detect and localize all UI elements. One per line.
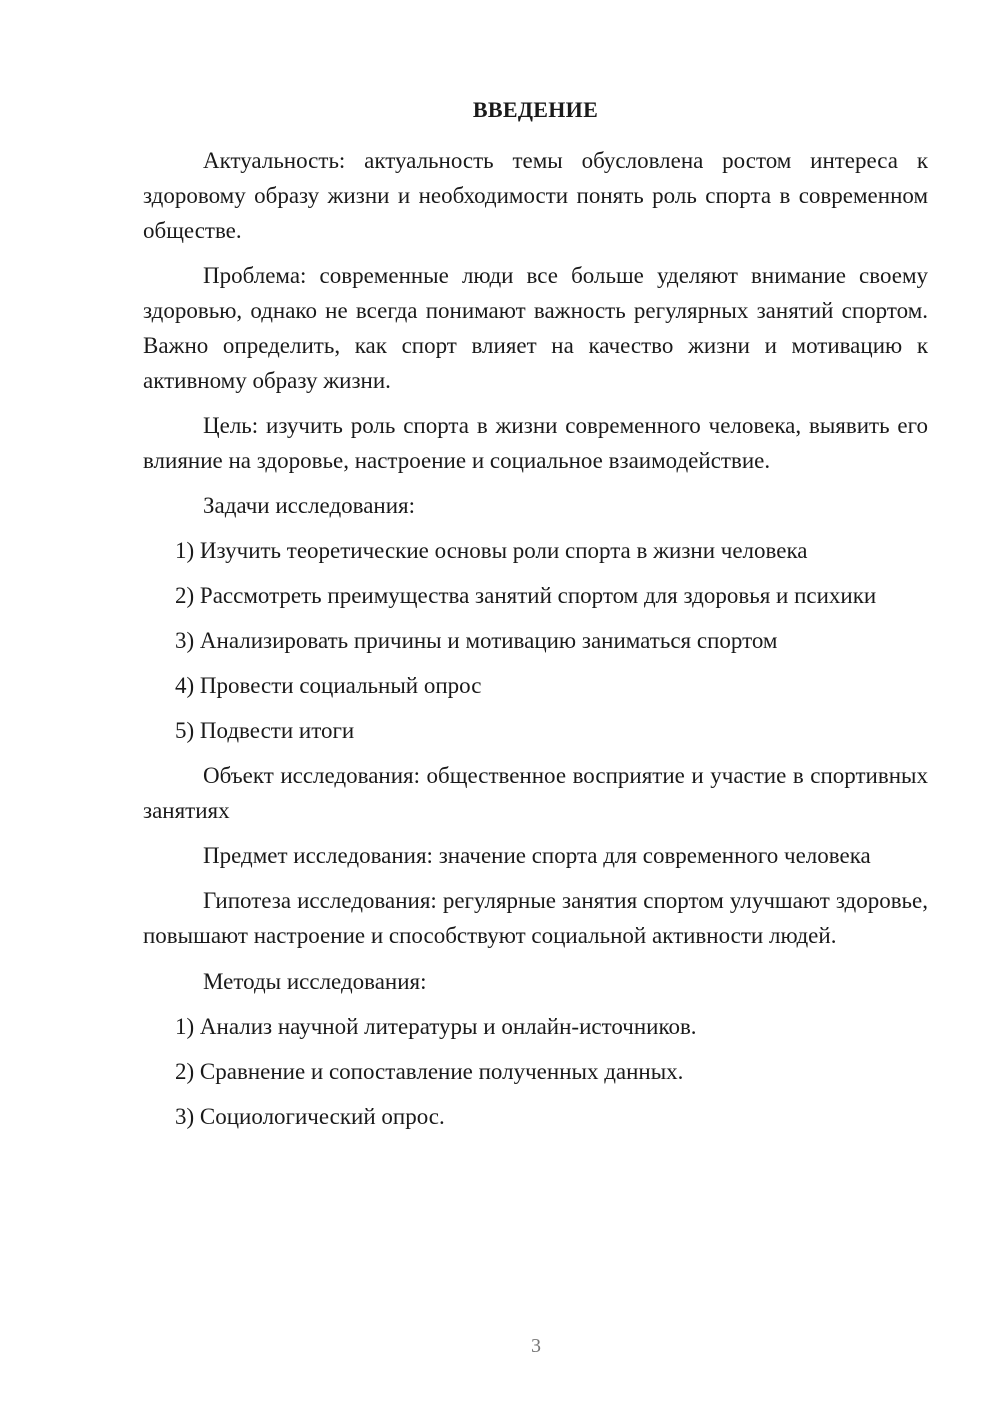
- page-number: 3: [531, 1335, 541, 1357]
- paragraph-object: Объект исследования: общественное восприятие и участие в спортивных занятиях: [143, 763, 928, 823]
- list-item: 5) Подвести итоги: [175, 718, 355, 743]
- list-item: 2) Рассмотреть преимущества занятий спортом для здоровья и психики: [175, 583, 877, 608]
- list-item: 4) Провести социальный опрос: [175, 673, 482, 698]
- section-heading: ВВЕДЕНИЕ: [472, 97, 599, 122]
- list-item: 1) Анализ научной литературы и онлайн-источников.: [175, 1014, 697, 1039]
- list-item: 1) Изучить теоретические основы роли спорта в жизни человека: [175, 538, 808, 563]
- list-item: 3) Анализировать причины и мотивацию заниматься спортом: [175, 628, 778, 653]
- paragraph-problem: Проблема: современные люди все больше уделяют внимание своему здоровью, однако не всегда понимают важность регулярных занятий спортом. Важно определить, как спорт влияет на качество жизни и мотивацию к активному образу жизни.: [143, 263, 928, 393]
- body-text: [143, 143, 928, 1144]
- paragraph-relevance: Актуальность: актуальность темы обусловлена ростом интереса к здоровому образу жизни и необходимости понять роль спорта в современном обществе.: [143, 148, 928, 243]
- paragraph-goal: Цель: изучить роль спорта в жизни современного человека, выявить его влияние на здоровье, настроение и социальное взаимодействие.: [143, 413, 928, 473]
- paragraph-subject: Предмет исследования: значение спорта для современного человека: [203, 843, 871, 868]
- paragraph-tasks-title: Задачи исследования:: [203, 493, 416, 518]
- paragraph-methods-title: Методы исследования:: [203, 969, 427, 994]
- list-item: 3) Социологический опрос.: [175, 1104, 445, 1129]
- list-item: 2) Сравнение и сопоставление полученных данных.: [175, 1059, 684, 1084]
- paragraph-hypothesis: Гипотеза исследования: регулярные занятия спортом улучшают здоровье, повышают настроение и способствуют социальной активности людей.: [143, 888, 928, 948]
